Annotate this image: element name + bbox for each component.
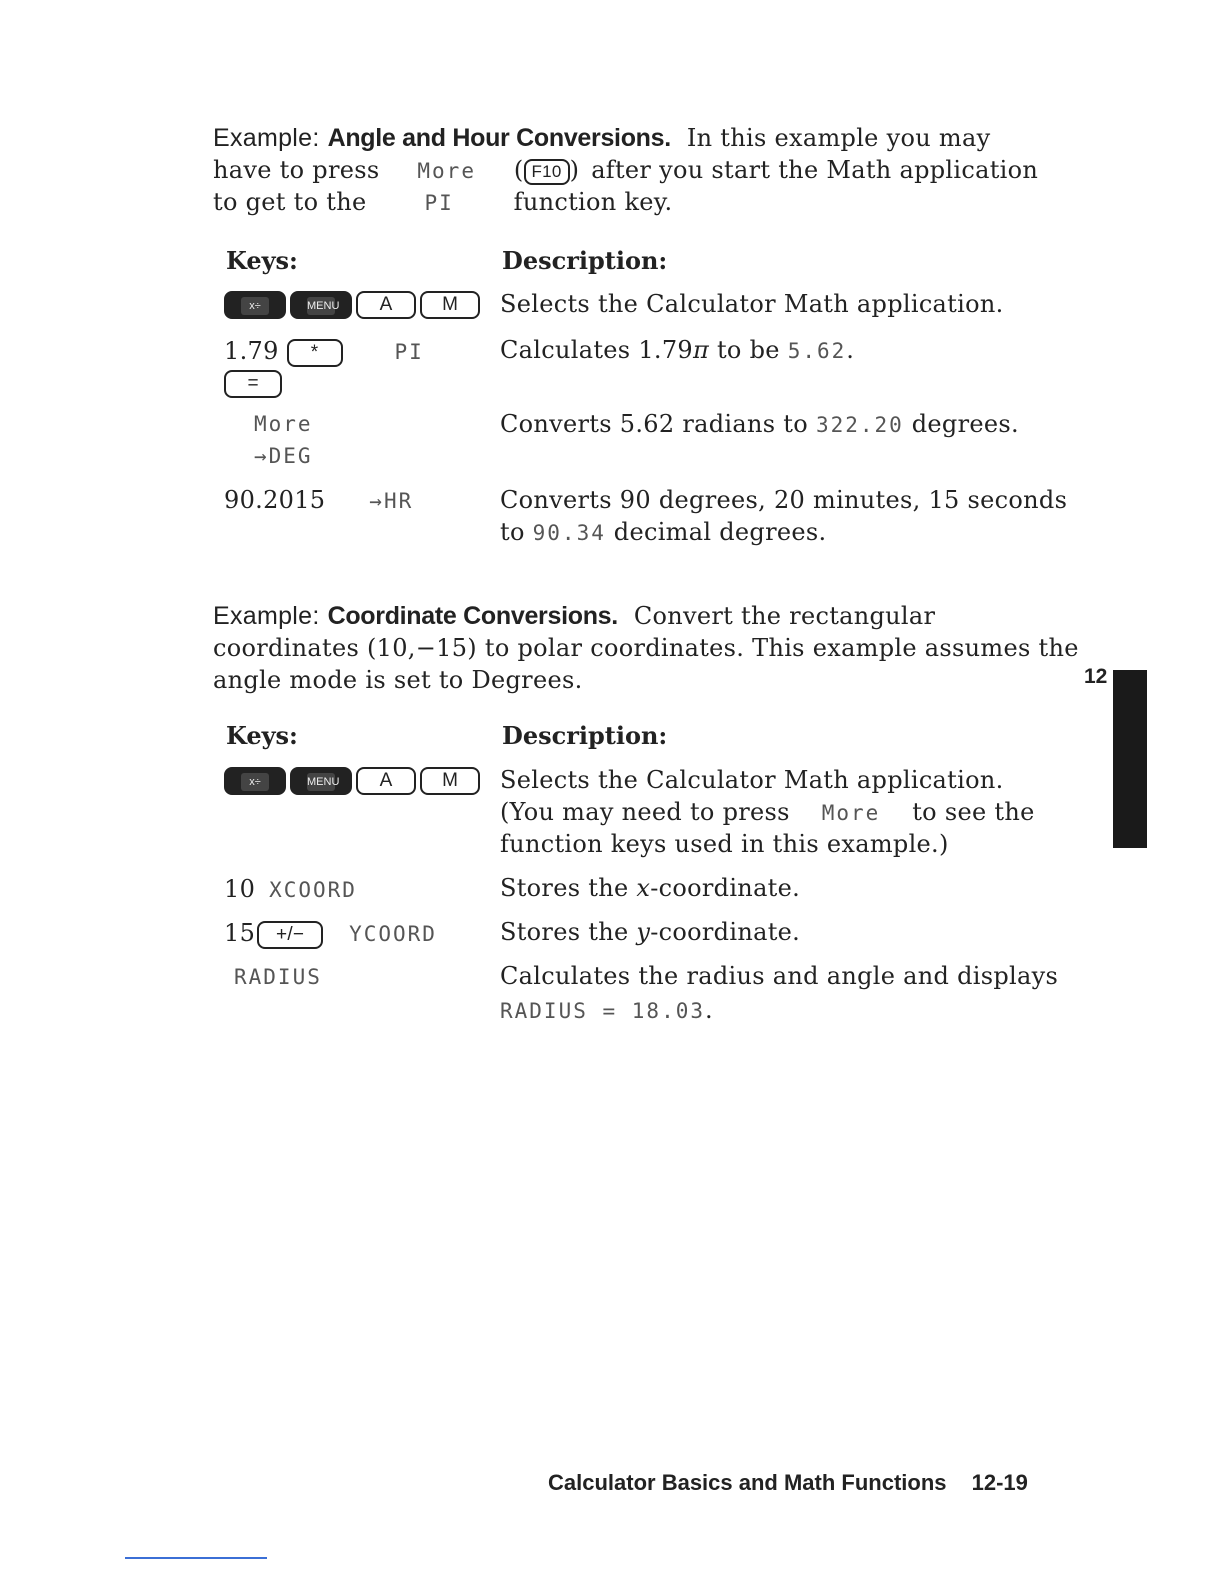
example2-intro-line3: angle mode is set to Degrees. bbox=[213, 666, 583, 694]
a-key: A bbox=[356, 291, 416, 319]
menu-key-icon: MENU bbox=[290, 767, 352, 795]
number-entry: 10 bbox=[224, 875, 256, 903]
desc-text: decimal degrees. bbox=[613, 518, 827, 546]
to-deg-softkey-label: →DEG bbox=[254, 444, 313, 468]
variable-x: x bbox=[636, 874, 651, 902]
example2-row1-keys bbox=[224, 767, 484, 795]
example1-row2-keys bbox=[224, 335, 424, 368]
desc-text: to bbox=[500, 518, 525, 546]
calculator-key-icon: x÷ bbox=[224, 291, 286, 319]
example1-intro-text1: In this example you may bbox=[686, 124, 991, 152]
m-key: M bbox=[420, 291, 480, 319]
number-entry: 90.2015 bbox=[224, 486, 326, 514]
desc-text: . bbox=[705, 996, 713, 1024]
example1-row4-description-line2 bbox=[500, 516, 826, 549]
pi-softkey-label: PI bbox=[424, 191, 454, 215]
a-key: A bbox=[356, 767, 416, 795]
f10-key: F10 bbox=[524, 159, 570, 185]
desc-text: Calculates 1.79 bbox=[500, 336, 693, 364]
example2-row1-description-line1: Selects the Calculator Math application. bbox=[500, 766, 1004, 794]
desc-text: degrees. bbox=[911, 410, 1019, 438]
example2-row3-description bbox=[500, 916, 800, 948]
desc-text: Converts 5.62 radians to bbox=[500, 410, 808, 438]
xcoord-softkey-label: XCOORD bbox=[269, 878, 357, 902]
example1-row2-keys-line2 bbox=[224, 370, 286, 398]
desc-text: . bbox=[846, 336, 855, 364]
example1-intro-text3b: function key. bbox=[513, 188, 673, 216]
desc-text: -coordinate. bbox=[650, 874, 801, 902]
m-key: M bbox=[420, 767, 480, 795]
ycoord-softkey-label: YCOORD bbox=[349, 922, 437, 946]
display-value: 322.20 bbox=[815, 413, 904, 437]
page-footer bbox=[548, 1470, 1028, 1496]
more-softkey-label: More bbox=[417, 159, 476, 183]
variable-y: y bbox=[636, 918, 651, 946]
example1-row2-description bbox=[500, 334, 854, 367]
example2-row1-description-line3: function keys used in this example.) bbox=[500, 830, 949, 858]
example1-intro-line1 bbox=[213, 122, 990, 154]
example1-row1-description: Selects the Calculator Math application. bbox=[500, 290, 1004, 318]
pi-softkey-label: PI bbox=[394, 340, 424, 364]
example1-intro-text3a: to get to the bbox=[213, 188, 367, 216]
display-value: 5.62 bbox=[787, 339, 847, 363]
desc-text: to be bbox=[716, 336, 780, 364]
example1-intro-text2b: after you start the Math application bbox=[591, 156, 1039, 184]
example1-row4-description-line1: Converts 90 degrees, 20 minutes, 15 seconds bbox=[500, 486, 1068, 514]
example1-row1-keys bbox=[224, 291, 484, 319]
chapter-tab-bar bbox=[1113, 670, 1147, 848]
example1-intro-text2a: have to press bbox=[213, 156, 380, 184]
example1-description-header: Description: bbox=[502, 246, 668, 275]
page-number: 12-19 bbox=[971, 1470, 1028, 1495]
desc-text: (You may need to press bbox=[500, 798, 790, 826]
example1-keys-header: Keys: bbox=[226, 246, 298, 275]
chapter-tab-number: 12 bbox=[1084, 665, 1108, 688]
multiply-key: * bbox=[287, 339, 343, 367]
paren-close: ) bbox=[569, 156, 580, 184]
example1-title: Angle and Hour Conversions. bbox=[327, 124, 671, 152]
more-softkey-label: More bbox=[821, 801, 881, 825]
example2-title: Coordinate Conversions. bbox=[327, 602, 618, 630]
to-hr-softkey-label: →HR bbox=[369, 489, 414, 513]
desc-text: Stores the bbox=[500, 874, 629, 902]
pi-symbol: π bbox=[692, 336, 710, 364]
footer-title: Calculator Basics and Math Functions bbox=[548, 1470, 947, 1495]
display-value: 90.34 bbox=[532, 521, 606, 545]
example2-intro-line1 bbox=[213, 600, 935, 632]
example1-label: Example: bbox=[213, 124, 320, 152]
example1-row4-keys bbox=[224, 484, 413, 517]
more-softkey-label: More bbox=[254, 412, 313, 436]
example2-intro-text1: Convert the rectangular bbox=[633, 602, 936, 630]
example2-row2-description bbox=[500, 872, 800, 904]
example2-label: Example: bbox=[213, 602, 320, 630]
example2-keys-header: Keys: bbox=[226, 721, 298, 750]
desc-text: -coordinate. bbox=[650, 918, 801, 946]
example2-description-header: Description: bbox=[502, 721, 668, 750]
menu-key-icon: MENU bbox=[290, 291, 352, 319]
number-entry: 15 bbox=[224, 919, 256, 947]
bottom-rule bbox=[125, 1557, 267, 1559]
example2-row4-description-line1: Calculates the radius and angle and displays bbox=[500, 962, 1059, 990]
change-sign-key: +/− bbox=[257, 921, 323, 949]
example1-row3-description bbox=[500, 408, 1019, 441]
example1-intro-line3 bbox=[213, 186, 672, 219]
example2-intro-line2: coordinates (10,−15) to polar coordinates. This example assumes the bbox=[213, 634, 1079, 662]
display-value: RADIUS = 18.03 bbox=[500, 999, 706, 1023]
example2-row4-description-line2 bbox=[500, 994, 713, 1027]
equals-key: = bbox=[224, 370, 282, 398]
example2-row1-description-line2 bbox=[500, 796, 1035, 829]
example2-row3-keys bbox=[224, 917, 437, 950]
radius-softkey-label: RADIUS bbox=[234, 965, 322, 989]
paren-open: ( bbox=[513, 156, 524, 184]
calculator-key-icon: x÷ bbox=[224, 767, 286, 795]
desc-text: to see the bbox=[912, 798, 1035, 826]
desc-text: Stores the bbox=[500, 918, 629, 946]
number-entry: 1.79 bbox=[224, 337, 279, 365]
example2-row2-keys bbox=[224, 873, 357, 906]
example1-intro-line2 bbox=[213, 154, 1038, 187]
